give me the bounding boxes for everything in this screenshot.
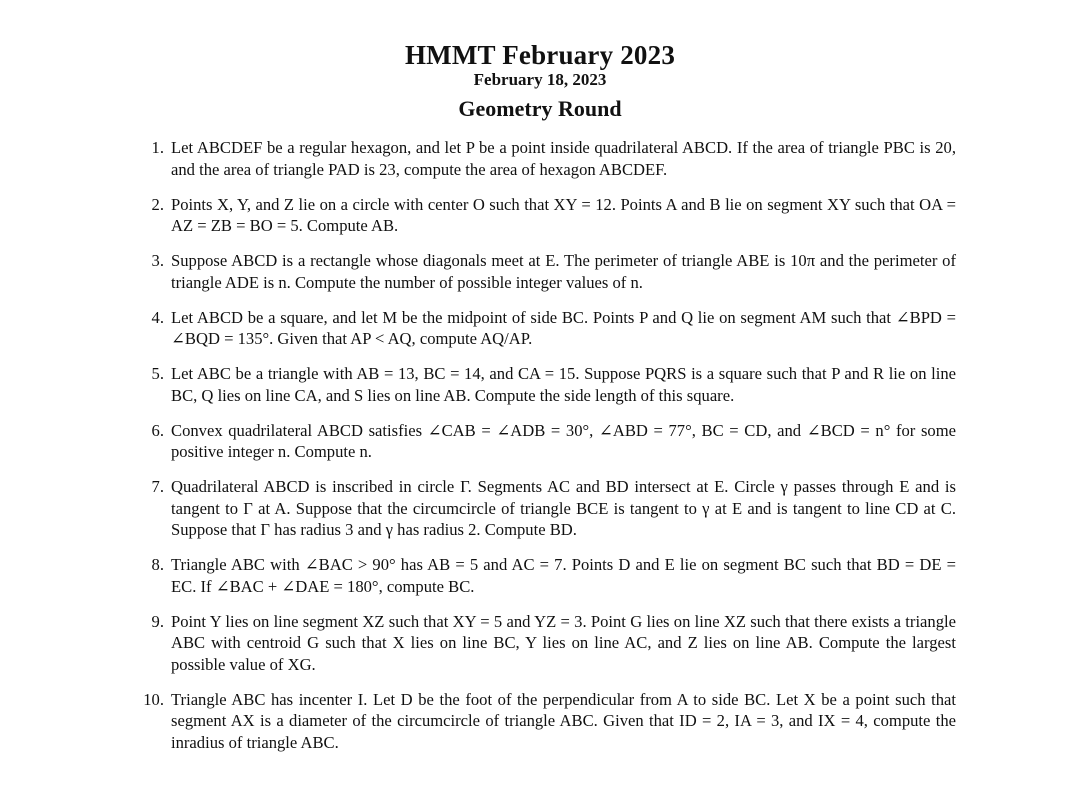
problem-5 xyxy=(141,363,956,406)
problem-text: Quadrilateral ABCD is inscribed in circle Γ. Segments AC and BD intersect at E. Circle γ passes through E and is tangent to Γ at A. Suppose that the circumcircle of triangle BCE is tangent to γ at E and is tangent to line CD at C. Suppose that Γ has radius 3 and γ has radius 2. Compute BD. xyxy=(171,477,956,539)
problem-4 xyxy=(141,307,956,350)
problem-3 xyxy=(141,250,956,293)
problem-number: 8. xyxy=(151,555,164,574)
problem-1 xyxy=(141,137,956,180)
problem-number: 6. xyxy=(151,420,164,440)
problem-number: 10. xyxy=(143,689,164,709)
problem-10 xyxy=(141,689,956,754)
document-title: HMMT February 2023 xyxy=(404,40,676,70)
problem-text: Triangle ABC has incenter I. Let D be the foot of the perpendicular from A to side BC. Let X be a point such that segment AX is a diameter of the circumcircle of triangle ABC. Given that ID = 2, IA = 3, and IX = 4, compute the inradius of triangle ABC. xyxy=(171,689,956,752)
problem-number: 2. xyxy=(151,194,164,214)
problem-text: Suppose ABCD is a rectangle whose diagonals meet at E. The perimeter of triangle ABE is 10π and the perimeter of triangle ADE is n. Compute the number of possible integer values of n. xyxy=(171,251,956,292)
problem-text: Let ABC be a triangle with AB = 13, BC = 14, and CA = 15. Suppose PQRS is a square such that P and R lie on line BC, Q lies on line CA, and S lies on line AB. Compute the side length of this square. xyxy=(171,364,956,405)
document-header xyxy=(0,40,1080,122)
document-date: February 18, 2023 xyxy=(473,70,607,89)
problem-number: 1. xyxy=(151,138,164,157)
problem-list xyxy=(141,137,956,767)
problem-6 xyxy=(141,420,956,463)
problem-text: Triangle ABC with ∠BAC > 90° has AB = 5 and AC = 7. Points D and E lie on segment BC such that BD = DE = EC. If ∠BAC + ∠DAE = 180°, compute BC. xyxy=(171,555,956,596)
problem-number: 4. xyxy=(151,307,164,327)
problem-8 xyxy=(141,554,956,597)
problem-2 xyxy=(141,194,956,237)
problem-text: Points X, Y, and Z lie on a circle with center O such that XY = 12. Points A and B lie on segment XY such that OA = AZ = ZB = BO = 5. Compute AB. xyxy=(171,194,956,235)
problem-text: Point Y lies on line segment XZ such that XY = 5 and YZ = 3. Point G lies on line XZ such that there exists a triangle ABC with centroid G such that X lies on line BC, Y lies on line AC, and Z lies on line AB. Compute the largest possible value of XG. xyxy=(171,611,956,674)
problem-number: 5. xyxy=(151,364,164,383)
problem-text: Convex quadrilateral ABCD satisfies ∠CAB = ∠ADB = 30°, ∠ABD = 77°, BC = CD, and ∠BCD = n° for some positive integer n. Compute n. xyxy=(171,420,956,461)
problem-9 xyxy=(141,611,956,676)
problem-text: Let ABCDEF be a regular hexagon, and let P be a point inside quadrilateral ABCD. If the area of triangle PBC is 20, and the area of triangle PAD is 23, compute the area of hexagon ABCDEF. xyxy=(171,138,956,179)
problem-number: 7. xyxy=(151,477,164,496)
problem-number: 3. xyxy=(151,251,164,270)
round-title: Geometry Round xyxy=(458,96,622,121)
problem-number: 9. xyxy=(151,611,164,631)
problem-text: Let ABCD be a square, and let M be the midpoint of side BC. Points P and Q lie on segment AM such that ∠BPD = ∠BQD = 135°. Given that AP < AQ, compute AQ/AP. xyxy=(171,307,956,348)
problem-7 xyxy=(141,476,956,541)
